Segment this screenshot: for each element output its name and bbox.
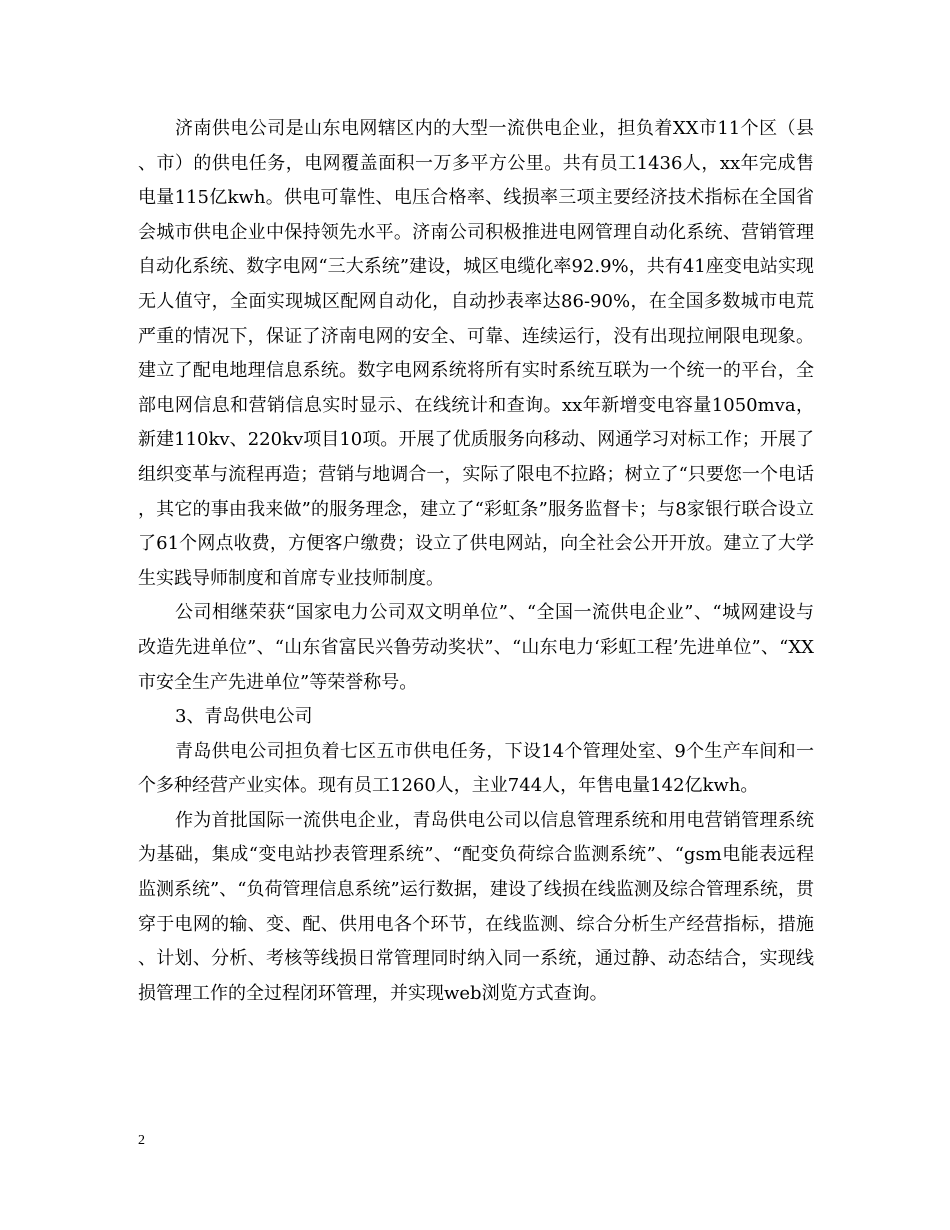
page-number: 2: [138, 1133, 145, 1148]
document-body: [138, 112, 814, 1011]
paragraph-qingdao-overview: 青岛供电公司担负着七区五市供电任务，下设14个管理处室、9个生产车间和一个多种经营产业实体。现有员工1260人，主业744人，年售电量142亿kwh。: [138, 740, 814, 797]
paragraph-qingdao-systems: 作为首批国际一流供电企业，青岛供电公司以信息管理系统和用电营销管理系统为基础，集成“变电站抄表管理系统”、“配变负荷综合监测系统”、“gsm电能表远程监测系统”、“负荷管理信息系统”运行数据，建设了线损在线监测及综合管理系统，贯穿于电网的输、变、配、供用电各个环节，在线监测、综合分析生产经营指标，措施、计划、分析、考核等线损日常管理同时纳入同一系统，通过静、动态结合，实现线损管理工作的全过程闭环管理，并实现web浏览方式查询。: [138, 809, 814, 1004]
paragraph-jinan-overview: 济南供电公司是山东电网辖区内的大型一流供电企业，担负着XX市11个区（县、市）的供电任务，电网覆盖面积一万多平方公里。共有员工1436人，xx年完成售电量115亿kwh。供电可靠性、电压合格率、线损率三项主要经济技术指标在全国省会城市供电企业中保持领先水平。济南公司积极推进电网管理自动化系统、营销管理自动化系统、数字电网“三大系统”建设，城区电缆化率92.9%，共有41座变电站实现无人值守，全面实现城区配网自动化，自动抄表率达86-90%，在全国多数城市电荒严重的情况下，保证了济南电网的安全、可靠、连续运行，没有出现拉闸限电现象。建立了配电地理信息系统。数字电网系统将所有实时系统互联为一个统一的平台，全部电网信息和营销信息实时显示、在线统计和查询。xx年新增变电容量1050mva，新建110kv、220kv项目10项。开展了优质服务向移动、网通学习对标工作；开展了组织变革与流程再造；营销与地调合一，实际了限电不拉路；树立了“只要您一个电话，其它的事由我来做”的服务理念，建立了“彩虹条”服务监督卡；与8家银行联合设立了61个网点收费，方便客户缴费；设立了供电网站，向全社会公开开放。建立了大学生实践导师制度和首席专业技师制度。: [138, 118, 814, 589]
paragraph-jinan-honors: 公司相继荣获“国家电力公司双文明单位”、“全国一流供电企业”、“城网建设与改造先进单位”、“山东省富民兴鲁劳动奖状”、“山东电力‘彩虹工程’先进单位”、“XX市安全生产先进单位”等荣誉称号。: [138, 602, 814, 693]
section-heading-qingdao: 3、青岛供电公司: [175, 706, 313, 728]
